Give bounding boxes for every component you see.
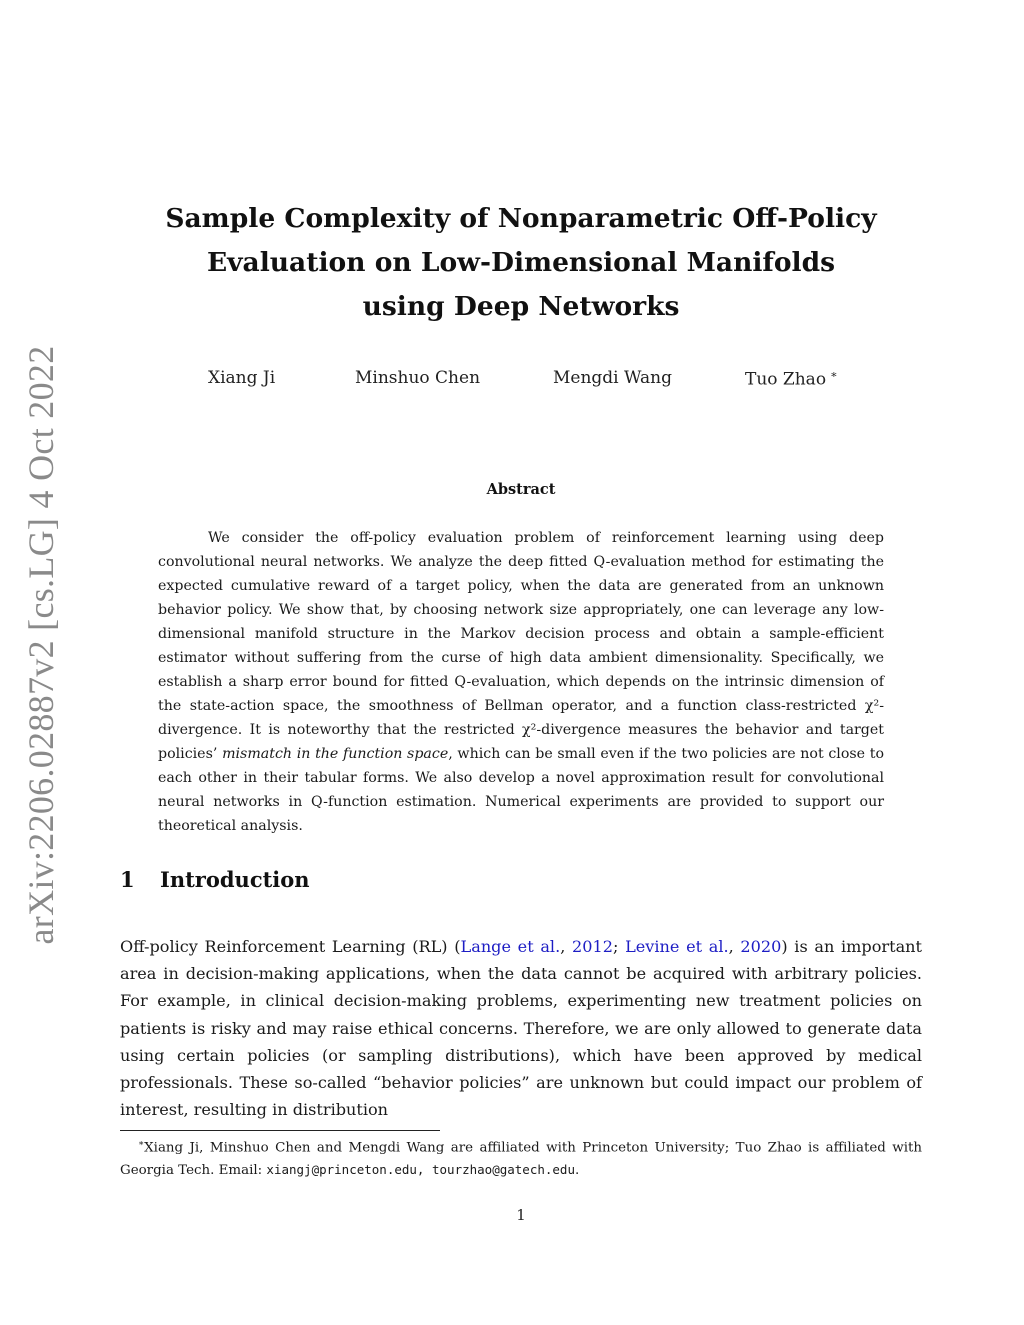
section-number: 1 (120, 867, 135, 892)
abstract-heading: Abstract (486, 481, 556, 498)
intro-lead: Off-policy Reinforcement Learning (RL) ( (120, 937, 461, 956)
author-4 (745, 368, 838, 390)
citation-separator: , (560, 937, 572, 956)
section-title: Introduction (160, 867, 310, 892)
title-line-1: Sample Complexity of Nonparametric Off-Policy (165, 203, 877, 234)
footnote-mark: ∗ (138, 1139, 145, 1149)
author-2: Minshuo Chen (355, 368, 481, 388)
paper-title (120, 197, 922, 329)
intro-rest: ) is an important area in decision-making applications, when the data cannot be acquired with arbitrary policies. For example, in clinical decision-making problems, experimenting new treatment policies on patients is risky and may raise ethical concerns. Therefore, we are only allowed to generate data using certain policies (or sampling distributions), which have been approved by medical professionals. These so-called “behavior policies” are unknown but could impact our problem of interest, resulting in distribution (120, 937, 922, 1120)
footnote-emails[interactable]: xiangj@princeton.edu, tourzhao@gatech.edu (266, 1161, 575, 1177)
citation-separator: , (728, 937, 741, 956)
abstract-body (158, 526, 884, 838)
author-list (0, 368, 1024, 392)
author-footnote-mark[interactable]: ∗ (830, 368, 838, 381)
footnote-text: Xiang Ji, Minshuo Chen and Mengdi Wang are affiliated with Princeton University; Tuo Zhao is affiliated with Georgia Tech. Email: (120, 1140, 922, 1178)
section-heading-introduction (120, 867, 310, 892)
abstract-emphasis: mismatch in the function space (222, 746, 449, 762)
citation-lange-authors[interactable]: Lange et al. (460, 937, 561, 956)
footnote-end: . (574, 1162, 580, 1178)
citation-lange-year[interactable]: 2012 (572, 937, 613, 956)
citation-separator: ; (612, 937, 626, 956)
title-line-3: using Deep Networks (362, 291, 680, 322)
citation-levine-year[interactable]: 2020 (740, 937, 782, 956)
page-number: 1 (516, 1206, 526, 1224)
author-1: Xiang Ji (208, 368, 276, 388)
arxiv-identifier-stamp: arXiv:2206.02887v2 [cs.LG] 4 Oct 2022 (21, 345, 61, 945)
title-line-2: Evaluation on Low-Dimensional Manifolds (206, 247, 836, 278)
abstract-text-2: , which can be small even if the two policies are not close to each other in their tabular forms. We also develop a novel approximation result for convolutional neural networks in Q-function estimation. Numerical experiments are provided to support our theoretical analysis. (158, 746, 884, 834)
author-3: Mengdi Wang (553, 368, 672, 388)
author-4-name: Tuo Zhao (745, 369, 827, 390)
footnote (120, 1134, 922, 1181)
abstract-text-1: We consider the off-policy evaluation problem of reinforcement learning using deep convolutional neural networks. We analyze the deep fitted Q-evaluation method for estimating the expected cumulative reward of a target policy, when the data are generated from an unknown behavior policy. We show that, by choosing network size appropriately, one can leverage any low-dimensional manifold structure in the Markov decision process and obtain a sample-efficient estimator without suffering from the curse of high data ambient dimensionality. Specifically, we establish a sharp error bound for fitted Q-evaluation, which depends on the intrinsic dimension of the state-action space, the smoothness of Bellman operator, and a function class-restricted χ²-divergence. It is noteworthy that the restricted χ²-divergence measures the behavior and target policies’ (158, 530, 884, 762)
footnote-divider (120, 1130, 440, 1131)
citation-levine-authors[interactable]: Levine et al. (625, 937, 729, 956)
introduction-paragraph (120, 933, 922, 1123)
